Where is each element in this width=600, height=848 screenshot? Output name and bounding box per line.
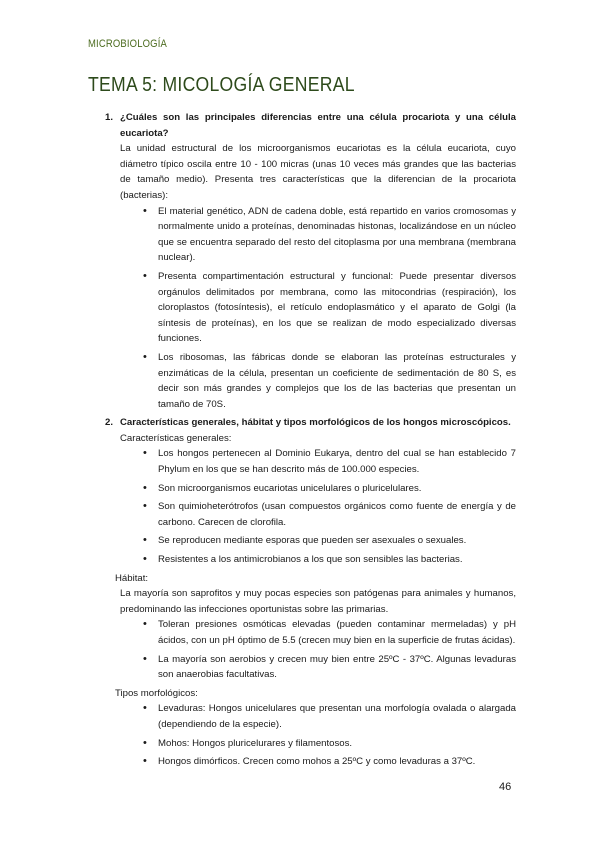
bullet-list <box>88 617 516 682</box>
list-item: • Levaduras: Hongos unicelulares que presentan una morfología ovalada o alargada (dependiendo de la especie). <box>158 701 516 732</box>
question-number: 1. <box>105 112 114 123</box>
list-item: • Toleran presiones osmóticas elevadas (pueden contaminar mermeladas) y pH ácidos, con un pH óptimo de 5.5 (crecen muy bien en la superficie de frutas ácidas). <box>158 617 516 648</box>
paragraph: La unidad estructural de los microorganismos eucariotas es la célula eucariota, cuyo diámetro típico oscila entre 10 - 100 micras (unas 10 veces más grandes que las bacterias de tamaño medio). Presenta tres características que la diferencian de la procariota (bacterias): <box>120 143 516 201</box>
bullet-list <box>88 204 516 413</box>
list-item: • Se reproducen mediante esporas que pueden ser asexuales o sexuales. <box>158 533 516 549</box>
question-2 <box>88 415 516 431</box>
list-item: • Son microorganismos eucariotas unicelulares o pluricelulares. <box>158 481 516 497</box>
question-number: 2. <box>105 417 114 429</box>
question-text: Características generales, hábitat y tipos morfológicos de los hongos microscópicos. <box>120 417 511 429</box>
bullet-list <box>88 701 516 769</box>
page-title: TEMA 5: MICOLOGÍA GENERAL <box>88 74 355 96</box>
list-item: • Resistentes a los antimicrobianos a los que son sensibles las bacterias. <box>158 552 516 568</box>
list-item: • La mayoría son aerobios y crecen muy bien entre 25ºC - 37ºC. Algunas levaduras son anaerobias facultativas. <box>158 652 516 683</box>
list-item: • Presenta compartimentación estructural y funcional: Puede presentar diversos orgánulos delimitados por membrana, como las mitocondrias (respiración), los cloroplastos (fotosíntesis), el retículo endoplasmático y el aparato de Golgi (la síntesis de proteínas), en los que se realizan de modo especializado diversas funciones. <box>158 269 516 347</box>
paragraph: La mayoría son saprofitos y muy pocas especies son patógenas para animales y humanos, predominando las infecciones oportunistas sobre las primarias. <box>120 588 516 615</box>
subheading-types: Tipos morfológicos: <box>115 687 198 699</box>
list-item: • El material genético, ADN de cadena doble, está repartido en varios cromosomas y normalmente unido a proteínas, denominadas histonas, localizándose en un núcleo que se encuentra separado del resto del citoplasma por una membrana (membrana nuclear). <box>158 204 516 266</box>
list-item: • Hongos dimórficos. Crecen como mohos a 25ºC y como levaduras a 37ºC. <box>158 754 516 770</box>
subheading-habitat: Hábitat: <box>115 572 149 584</box>
bullet-list <box>88 446 516 567</box>
list-item: • Mohos: Hongos pluricelurares y filamentosos. <box>158 736 516 752</box>
page-number: 46 <box>499 781 512 793</box>
subheading-general: Características generales: <box>120 432 232 444</box>
document-body <box>88 110 516 773</box>
list-item: • Son quimioheterótrofos (usan compuestos orgánicos como fuente de energía y de carbono. Carecen de clorofila. <box>158 499 516 530</box>
list-item: • Los ribosomas, las fábricas donde se elaboran las proteínas estructurales y enzimáticas de la célula, presentan un coeficiente de sedimentación de 80 S, es decir son más grandes y complejos que los de las bacterias que presentan un tamaño de 70S. <box>158 350 516 412</box>
list-item: • Los hongos pertenecen al Dominio Eukarya, dentro del cual se han establecido 7 Phylum en los que se han descrito más de 100.000 especies. <box>158 446 516 477</box>
question-text: ¿Cuáles son las principales diferencias entre una célula procariota y una célula eucariota? <box>120 112 516 139</box>
running-header: MICROBIOLOGÍA <box>88 38 167 50</box>
question-1 <box>88 110 516 141</box>
